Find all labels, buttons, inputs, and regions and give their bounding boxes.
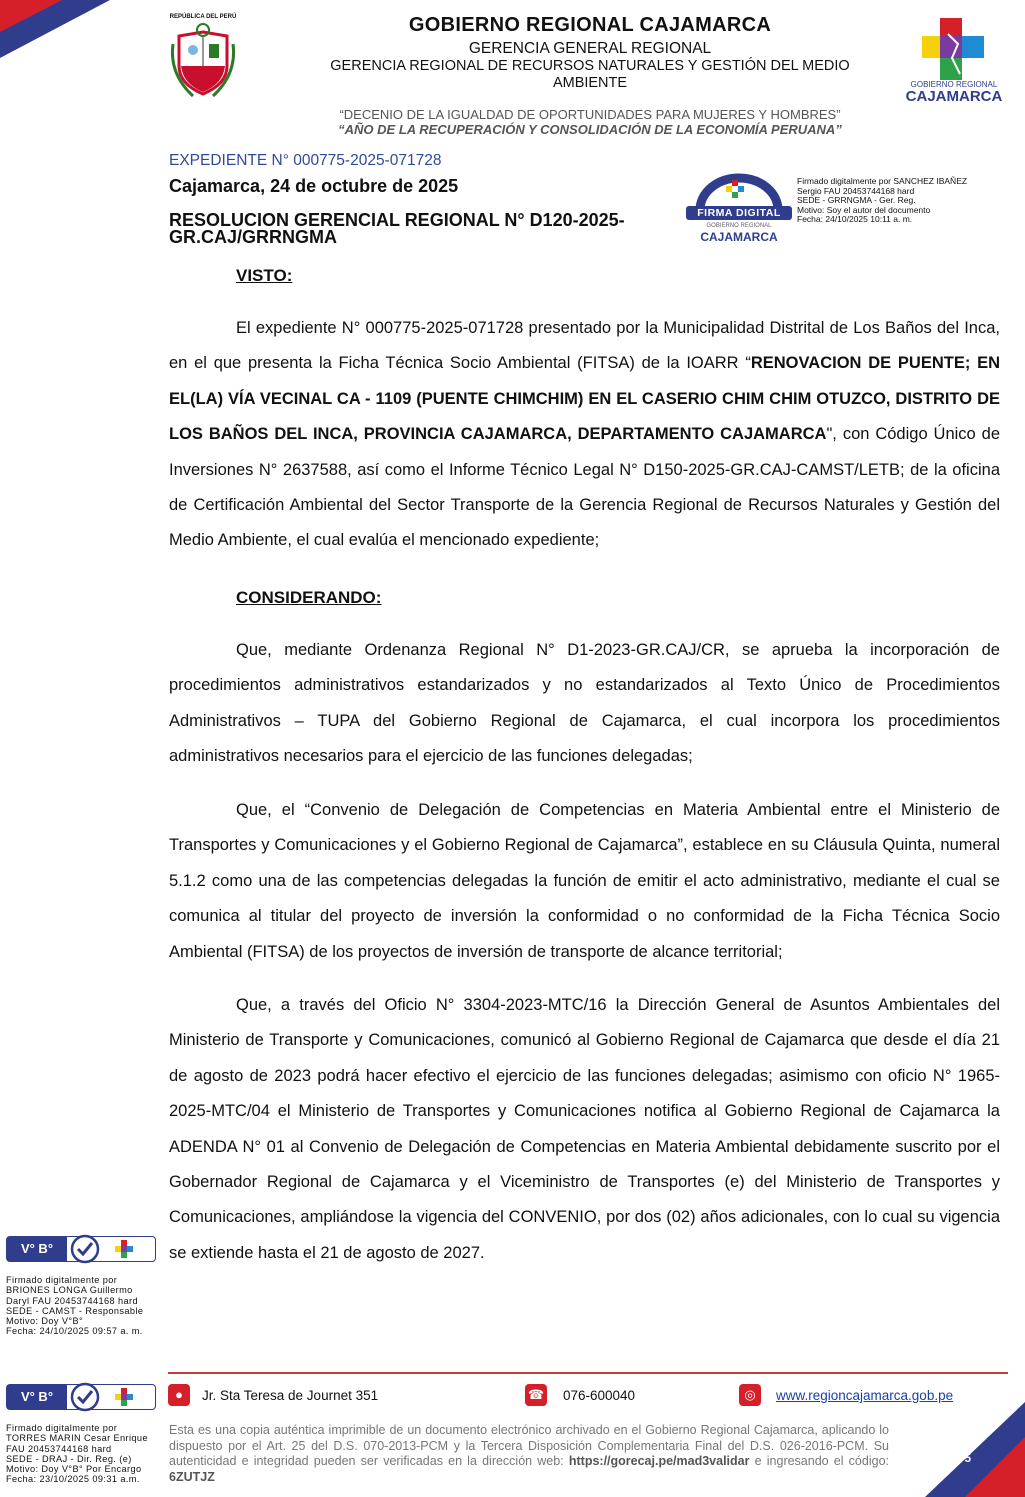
footer-phone: 076-600040	[563, 1388, 636, 1403]
phone-icon: ☎	[525, 1384, 547, 1406]
signature-line: SEDE - GRRNGMA - Ger. Reg.	[797, 195, 916, 206]
corner-decoration-top-red	[0, 0, 62, 32]
vobo-line: TORRES MARIN Cesar Enrique	[6, 1433, 148, 1444]
vobo-line: Motivo: Doy V°B°	[6, 1316, 84, 1327]
vobo-line: Motivo: Doy V°B° Por Encargo	[6, 1464, 142, 1475]
city-date: Cajamarca, 24 de octubre de 2025	[169, 176, 459, 196]
visto-heading: VISTO:	[236, 266, 293, 285]
validation-url[interactable]: https://gorecaj.pe/mad3validar	[568, 1454, 750, 1468]
globe-icon: ◎	[739, 1384, 761, 1406]
logo-caption-2: CAJAMARCA	[905, 88, 1003, 105]
cajamarca-logo	[918, 14, 988, 84]
considerando-paragraph-2: Que, el “Convenio de Delegación de Competencias en Materia Ambiental entre el Ministerio de Transportes y Comunicaciones y el Gobierno Regional de Cajamarca”, establece en su Cláusula Quinta, numeral 5.1.2 como una de las competencias delegadas la función de emitir el acto administrativo, mediante el cual se comunica al titular del proyecto de inversión la conformidad o no conformidad de la Ficha Técnica Socio Ambiental (FITSA) de los proyectos de inversión de transporte de alcance territorial;	[169, 801, 1000, 961]
vobo-label: V° B°	[7, 1237, 67, 1261]
footer-website-link[interactable]: www.regioncajamarca.gob.pe	[776, 1388, 954, 1403]
visto-paragraph	[169, 311, 1000, 559]
signature-details	[797, 177, 1012, 225]
considerando-paragraph-1: Que, mediante Ordenanza Regional N° D1-2023-GR.CAJ/CR, se aprueba la incorporación de procedimientos administrativos estandarizados y no estandarizados al Texto Único de Procedimientos Administrativos – TUPA del Gobierno Regional de Cajamarca, el cual incorpora los procedimientos administrativos necesarios para el ejercicio de las funciones delegadas;	[169, 641, 1000, 766]
signature-line: Motivo: Soy el autor del documento	[797, 204, 931, 215]
seal-text: REPÚBLICA DEL PERÚ	[169, 14, 237, 20]
header-subtitle-2: GERENCIA REGIONAL DE RECURSOS NATURALES Y GESTIÓN DEL MEDIO AMBIENTE	[330, 58, 850, 91]
peru-coat-of-arms	[163, 14, 243, 104]
logo-caption-1: GOBIERNO REGIONAL	[910, 80, 998, 89]
visto-text-2: ", con Código Único de Inversiones N° 2637588, así como el Informe Técnico Legal N° D150-2025-GR.CAJ-CAMST/LETB; de la oficina de Certificación Ambiental del Sector Transporte de la Gerencia Regional de Recursos Naturales y Gestión del Medio Ambiente, el cual evalúa el mencionado expediente;	[169, 425, 1000, 550]
firma-digital-label: FIRMA DIGITAL	[697, 207, 781, 219]
page-number: Pág. 1 / 5	[921, 1453, 971, 1465]
vobo-line: SEDE - DRAJ - Dir. Reg. (e)	[6, 1453, 132, 1464]
signature-line: Firmado digitalmente por SANCHEZ IBAÑEZ	[797, 176, 968, 186]
vobo-line: BRIONES LONGA Guillermo	[6, 1285, 133, 1296]
expediente-number: EXPEDIENTE N° 000775-2025-071728	[169, 152, 442, 169]
header-subtitle-1: GERENCIA GENERAL REGIONAL	[468, 40, 712, 57]
vobo-line: Firmado digitalmente por	[6, 1423, 118, 1433]
regional-mini-logo	[115, 1240, 133, 1258]
vobo-details-2	[6, 1423, 161, 1485]
validation-code: 6ZUTJZ	[169, 1469, 215, 1484]
vobo-stamp-1	[6, 1236, 156, 1262]
vobo-details-1	[6, 1275, 161, 1337]
considerando-paragraph-3: Que, a través del Oficio N° 3304-2023-MTC/16 la Dirección General de Asuntos Ambientales del Ministerio de Transporte y Comunicaciones, comunicó al Gobierno Regional de Cajamarca que desde el día 21 de agosto de 2023 podrá hacer efectivo el ejercicio de las funciones delegadas; asimismo con oficio N° 1965-2025-MTC/04 el Ministerio de Transportes y Comunicaciones notifica al Gobierno Regional de Cajamarca la ADENDA N° 01 al Convenio de Delegación de Competencias en Materia Ambiental debidamente suscrito por el Gobernador Regional de Cajamarca y el Viceministro de Transportes (e) del Ministerio de Transportes y Comunicaciones, ampliándose la vigencia del CONVENIO, por dos (02) años adicionales, con lo cual su vigencia se extiende hasta el 21 de agosto de 2027.	[169, 996, 1000, 1262]
project-name: RENOVACION DE PUENTE; EN EL(LA) VÍA VECINAL CA - 1109 (PUENTE CHIMCHIM) EN EL CASERIO CHIM CHIM OTUZCO, DISTRITO DE LOS BAÑOS DEL INCA, PROVINCIA CAJAMARCA, DEPARTAMENTO CAJAMARCA	[169, 354, 1000, 444]
check-icon	[69, 1234, 101, 1264]
signature-line: Sergio FAU 20453744168 hard	[797, 185, 915, 196]
firma-digital-sub1: GOBIERNO REGIONAL	[706, 223, 772, 229]
regional-mini-logo	[115, 1388, 133, 1406]
vobo-line: Firmado digitalmente por	[6, 1275, 118, 1285]
location-icon: ●	[168, 1384, 190, 1406]
note-text-a: Esta es una copia auténtica imprimible de un documento electrónico archivado en el Gobierno Regional Cajamarca, aplicando lo dispuesto por el Art. 25 del D.S. 070-2013-PCM y la Tercera Disposición Complementaria Final del D.S. 026-2016-PCM. Su autenticidad e integridad pueden ser verificadas en la dirección web:	[169, 1423, 889, 1468]
vobo-stamp-2	[6, 1384, 156, 1410]
vobo-line: FAU 20453744168 hard	[6, 1443, 112, 1454]
footer-divider	[168, 1372, 1008, 1374]
vobo-line: Daryl FAU 20453744168 hard	[6, 1295, 138, 1306]
vobo-line: Fecha: 23/10/2025 09:31 a.m.	[6, 1474, 140, 1485]
firma-digital-sub2: CAJAMARCA	[700, 230, 778, 244]
note-text-b: e ingresando el código:	[749, 1454, 889, 1468]
vobo-line: Fecha: 24/10/2025 09:57 a. m.	[6, 1326, 143, 1337]
check-icon	[69, 1382, 101, 1412]
header-quote-1: “DECENIO DE LA IGUALDAD DE OPORTUNIDADES PARA MUJERES Y HOMBRES”	[339, 107, 841, 122]
authenticity-note	[169, 1423, 889, 1485]
footer-address: Jr. Sta Teresa de Journet 351	[202, 1388, 379, 1403]
corner-decoration-bottom-red	[965, 1437, 1025, 1497]
vobo-label: V° B°	[7, 1385, 67, 1409]
resolution-title: RESOLUCION GERENCIAL REGIONAL N° D120-2025-GR.CAJ/GRRNGMA	[169, 210, 625, 247]
header-quote-2: “AÑO DE LA RECUPERACIÓN Y CONSOLIDACIÓN DE LA ECONOMÍA PERUANA”	[338, 122, 842, 137]
considerando-heading: CONSIDERANDO:	[236, 588, 382, 607]
header-title: GOBIERNO REGIONAL CAJAMARCA	[408, 14, 772, 36]
visto-text-1: El expediente N° 000775-2025-071728 presentado por la Municipalidad Distrital de Los Baños del Inca, en el que presenta la Ficha Técnica Socio Ambiental (FITSA) de la IOARR “	[169, 319, 1000, 373]
signature-line: Fecha: 24/10/2025 10:11 a. m.	[797, 214, 913, 225]
vobo-line: SEDE - CAMST - Responsable	[6, 1305, 144, 1316]
